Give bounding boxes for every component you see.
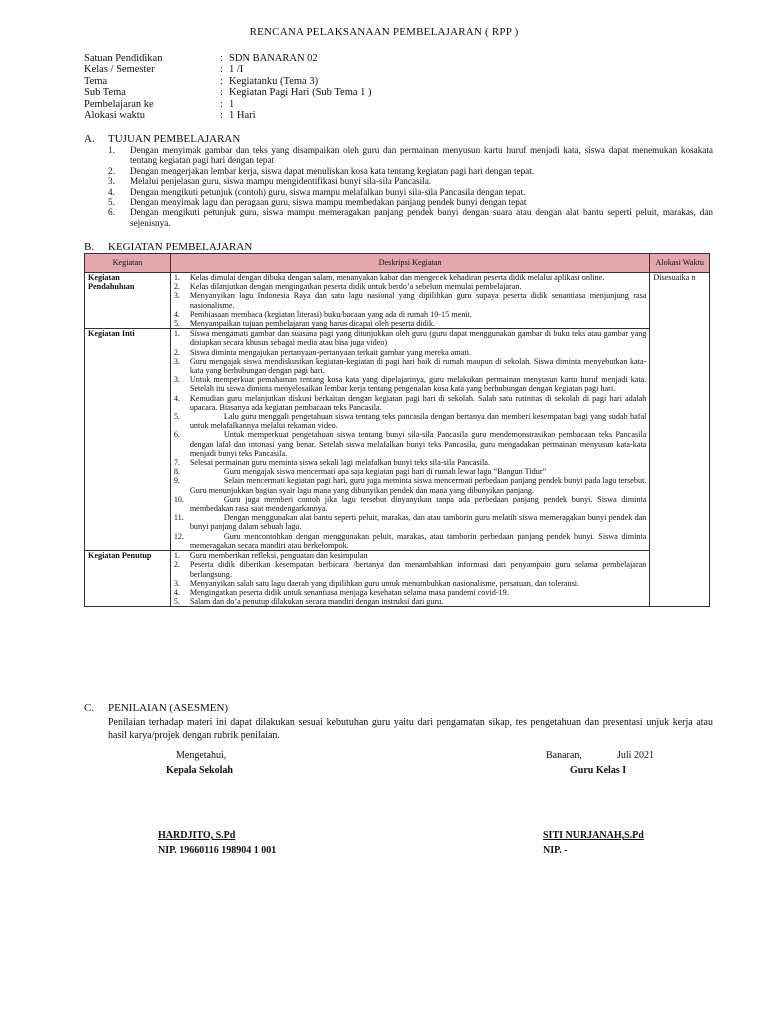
list-item [174,532,647,550]
section-heading-a [84,133,240,145]
item-text: Dengan menggunakan alat bantu seperti peluit, marakas, dan atau tamborin guru melatih siswa memeragakan bunyi pendek dan bunyi panjang dalam sebuah lagu. [189,513,647,532]
list-item [174,282,647,291]
section-number: A. [84,133,95,145]
identity-value: SDN BANARAN 02 [229,53,318,64]
item-text: Mengingatkan peserta didik untuk senantiasa menjaga kesehatan selama masa pandemi covid-19. [189,587,509,597]
item-number: 12. [173,531,185,541]
list-item [174,310,647,319]
item-text: Peserta didik diberikan kesempatan berbicara /bertanya dan menambahkan informasi dari penyampain guru selama pembelajaran berlangsung. [189,560,647,579]
identity-separator: : [220,98,223,110]
item-text: Guru mencontohkan dengan menggunakan peluit, marakas, atau tamborin perbedaan panjang pendek bunyi. Siswa diminta memeragakan secara mandiri atau berkelompok. [189,531,647,550]
goal-text: Dengan menyimak gambar dan teks yang disampaikan oleh guru dan permainan menyusun kartu huruf menjadi kata, siswa dapat menemukan kosakata tentang kegiatan pagi hari dengan tepat [130,145,713,166]
phase-description [170,329,650,551]
goal-text: Dengan mengerjakan lembar kerja, siswa dapat menuliskan kosa kata tentang kegiatan pagi hari dengan tepat. [130,165,535,176]
item-text: Kelas dimulai dengan dibuka dengan salam, menanyakan kabar dan mengecek kehadiran peserta didik melalui aplikasi online. [189,273,605,282]
item-text: Salam dan do’a penutup dilakukan secara mandiri dengan instruksi dari guru. [189,597,444,607]
item-number: 11. [173,513,184,523]
identity-row [84,110,372,121]
list-item [174,348,647,357]
item-number: 5. [173,597,180,607]
signing-date: Juli 2021 [617,750,654,761]
identity-value: Kegiatanku (Tema 3) [229,75,319,87]
goal-item [108,197,713,207]
table-header-row [85,254,710,273]
phase-label: Kegiatan Penutup [85,551,171,607]
table-row [85,551,710,607]
goal-item [108,187,713,197]
item-number: 4. [173,587,180,597]
goal-item [108,166,713,176]
list-item [174,551,647,560]
list-item [174,495,647,513]
teacher-nip: NIP. - [543,845,568,856]
list-item [174,513,647,531]
item-number: 4. [173,393,180,403]
list-item [174,375,647,393]
table-row [85,329,710,551]
section-title: KEGIATAN PEMBELAJARAN [108,241,253,253]
identity-row [84,99,372,110]
phase-label: Kegiatan Inti [85,329,171,551]
item-number: 3. [173,356,180,366]
list-item [174,412,647,430]
goal-text: Melalui penjelasan guru, siswa mampu mengidentifikasi bunyi sila-sila Pancasila. [130,176,432,187]
item-text: Menyampaikan tujuan pembelajaran yang harus dicapai oleh peserta didik. [189,319,436,329]
list-item [174,560,647,578]
item-number: 1. [173,551,180,561]
principal-nip: NIP. 19660116 198904 1 001 [158,845,277,856]
goal-number: 4. [108,186,115,197]
identity-label: Sub Tema [84,87,126,99]
teacher-name: SITI NURJANAH,S.Pd [543,830,644,841]
goal-number: 1. [108,145,115,155]
goal-item [108,176,713,186]
goal-text: Dengan menyimak lagu dan peragaan guru, siswa mampu membedakan panjang pendek bunyi dengan tepat [130,197,527,208]
list-item [174,579,647,588]
phase-label: Kegiatan Pendahuluan [85,273,171,329]
identity-separator: : [220,87,223,99]
item-text: Untuk memperkuat pengetahuan siswa tentang bunyi sila-sila Pancasila guru mendemonstrasikan pembacaan teks Pancasila dengan lafal dan intonasi yang benar. Setelah siswa melafalkan bunyi teks Pancasila, guru mengadakan permainan menyusun kata-kata menjadi bunyi teks Pancasila. [189,430,647,458]
list-item [174,430,647,458]
section-title: TUJUAN PEMBELAJARAN [108,133,241,145]
identity-row [84,76,372,87]
identity-separator: : [220,75,223,87]
activities-table [84,253,710,607]
goal-number: 3. [108,176,115,187]
principal-role: Kepala Sekolah [166,765,233,776]
identity-separator: : [220,109,223,121]
item-text: Menyanyikan lagu Indonesia Raya dan satu lagu nasional yang dipilihkan guru supaya peserta didik senantiasa menjunjung rasa nasionalisme. [189,291,647,310]
item-text: Kelas dilanjutkan dengan mengingatkan peserta didik untuk berdo’a sebelum memulai pembelajaran. [189,282,522,292]
acknowledged-label: Mengetahui, [176,750,227,761]
identity-value: 1 Hari [229,109,256,121]
item-number: 3. [173,578,180,588]
item-text: Menyanyikan salah satu lagu daerah yang dipilihkan guru untuk menumbuhkan nasionalisme, persatuan, dan toleransi. [189,578,580,588]
identity-label: Satuan Pendidikan [84,53,163,64]
item-text: Selesai permainan guru meminta siswa sekali lagi melafalkan bunyi teks sila-sila Pancasila. [189,458,490,468]
identity-separator: : [220,64,223,76]
goal-text: Dengan mengikuti petunjuk (contoh) guru, siswa mampu melafalkan bunyi sila-sila Pancasila dengan tepat. [130,186,526,197]
phase-description [170,273,650,329]
identity-row [84,87,372,98]
goal-item [108,207,713,228]
item-text: Guru mengajak siswa mencermati apa saja kegiatan pagi hari di rumah lewat lagu “Bangun Tidur” [223,467,547,477]
item-number: 9. [173,476,180,486]
item-text: Siswa diminta mengajukan pertanyaan-pertanyaan terkait gambar yang mereka amati. [189,347,472,357]
teacher-role: Guru Kelas I [570,765,627,776]
list-item [174,476,647,494]
identity-label: Alokasi waktu [84,109,145,121]
item-number: 1. [173,273,180,282]
identity-label: Kelas / Semester [84,64,155,76]
principal-name: HARDJITO, S.Pd [158,830,236,841]
item-number: 7. [173,458,180,468]
goal-item [108,145,713,166]
identity-value: 1 [229,98,235,110]
identity-value: 1 /I [229,64,244,76]
phase-description [170,551,650,607]
item-number: 8. [173,467,180,477]
list-item [174,273,647,282]
item-number: 5. [173,319,180,329]
item-number: 2. [173,347,180,357]
item-text: Lalu guru menggali pengetahuan siswa tentang teks pancasila dengan bertanya dan memberi kesempatan bagi yang sudah hafal untuk melafalkannya melalui rekaman video. [189,412,647,431]
identity-value: Kegiatan Pagi Hari (Sub Tema 1 ) [229,87,372,99]
list-item [174,357,647,375]
assessment-paragraph: Penilaian terhadap materi ini dapat dilakukan sesuai kebutuhan guru yaitu dari pengamatan sikap, tes pengetahuan dan presentasi unjuk kerja atau hasil karya/projek dengan rubrik penilaian. [108,717,713,741]
item-number: 5. [173,412,180,422]
goal-number: 6. [108,207,115,218]
identity-row [84,53,372,64]
item-number: 3. [173,375,180,385]
list-item [174,329,647,347]
item-number: 2. [173,560,180,570]
item-number: 3. [173,291,180,301]
list-item [174,394,647,412]
item-text: Guru memberikan refleksi, penguatan dan kesimpulan [189,551,368,561]
list-item [174,467,647,476]
list-item [174,291,647,309]
identity-label: Pembelajaran ke [84,98,154,110]
identity-row [84,64,372,75]
list-item [174,597,647,606]
list-item [174,588,647,597]
section-heading-b [84,241,252,253]
item-text: Guru juga memberi contoh jika lagu tersebut dinyanyikan tanpa ada perbedaan panjang pendek bunyi. Siswa diminta membedakan rasa saat mendengarkannya. [189,494,647,514]
list-item [174,319,647,328]
section-number: C. [84,702,95,714]
identity-label: Tema [84,75,108,87]
identity-block [84,53,372,121]
item-number: 4. [173,309,180,319]
header-activity: Kegiatan [85,254,171,273]
identity-separator: : [220,53,223,64]
table-row [85,273,710,329]
goals-list [108,145,713,228]
goal-text: Dengan mengikuti petunjuk guru, siswa mampu memeragakan panjang pendek bunyi dengan suara atau dengan alat bantu seperti peluit, marakas, dan sejenisnya. [130,207,713,228]
item-text: Siswa mengamati gambar dan suasana pagi yang ditunjukkan oleh guru (guru dapat menggunakan gambar di buku teks atau gambar yang disiapkan secara khusus sebagai media atau bisa juga video) [189,329,647,348]
time-allocation-cell: Disesuaika n [650,273,710,607]
goal-number: 2. [108,165,115,176]
header-description: Deskripsi Kegiatan [170,254,650,273]
item-text: Kemudian guru melanjutkan diskusi berkaitan dengan kegiatan pagi hari di sekolah. Salah satu rutinitas di sekolah di pagi hari adalah upacara. Biasanya ada kegiatan pembacaan teks Pancasila. [189,393,647,412]
item-text: Selain mencermati kegiatan pagi hari, guru juga meminta siswa mencermati perbedaan panjang pendek bunyi pada lagu tersebut. Guru menunjukkan bagian syair lagu mana yang dibunyikan pendek dan mana yang dibunyikan panjang. [189,476,647,495]
section-heading-c [84,702,228,714]
item-text: Guru mengajak siswa mendiskusikan kegiatan-kegiatan di pagi hari baik di rumah maupun di sekolah. Siswa diminta menyebutkan kata-kata yang berhubungan dengan pagi hari. [189,356,647,376]
item-text: Pembiasaan membaca (kegiatan literasi) buku/bacaan yang ada di rumah 10-15 menit. [189,309,472,319]
item-number: 1. [173,329,180,339]
item-number: 10. [173,494,185,504]
section-number: B. [84,241,95,253]
signing-place: Banaran, [546,750,582,761]
goal-number: 5. [108,197,115,208]
document-title: RENCANA PELAKSANAAN PEMBELAJARAN ( RPP ) [249,26,519,38]
item-text: Untuk memperkuat pemahaman tentang kosa kata yang dipelajarinya, guru melakukan permainan menyusun kartu huruf menjadi kata. Setelah itu siswa diminta menyelesaikan lembar kerja tentang pengenalan kosa kata yang berhubungan dengan kegiatan pagi hari. [189,375,647,394]
item-number: 6. [173,430,180,440]
item-number: 2. [173,282,180,292]
header-time-allocation: Alokasi Waktu [650,254,710,273]
section-title: PENILAIAN (ASESMEN) [108,702,229,714]
list-item [174,458,647,467]
